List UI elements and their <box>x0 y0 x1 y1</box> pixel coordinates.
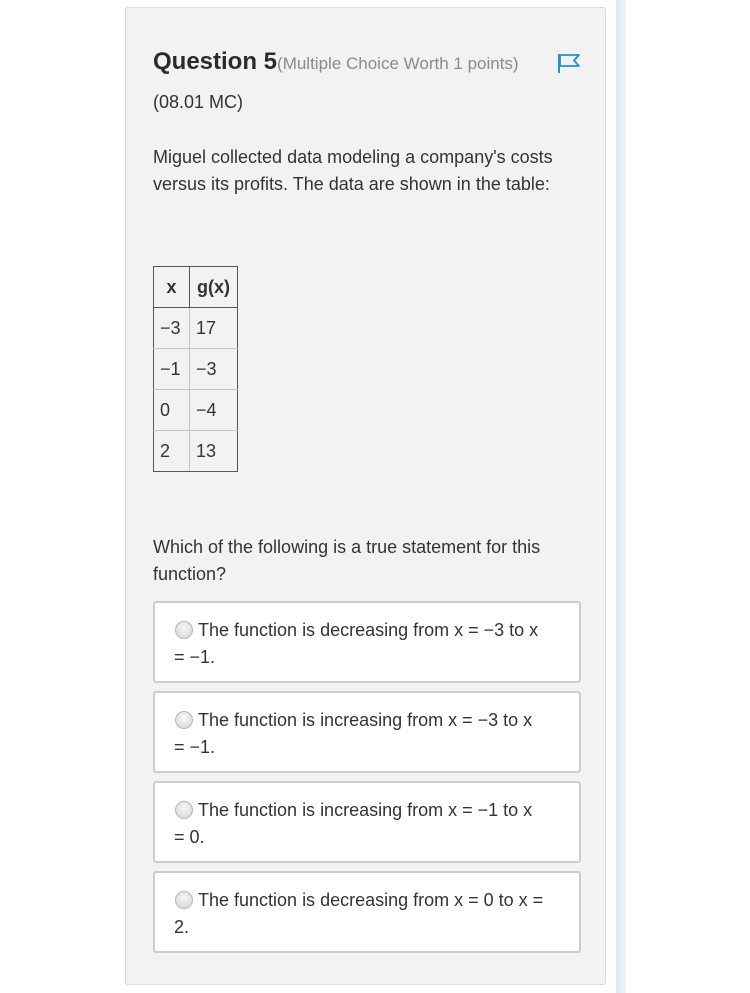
question-card <box>125 7 606 985</box>
question-header <box>153 48 519 76</box>
answer-option-4[interactable] <box>153 871 581 953</box>
answer-option-3[interactable] <box>153 781 581 863</box>
answer-option-1[interactable] <box>153 601 581 683</box>
question-subprompt: Which of the following is a true statement for this function? <box>153 537 541 584</box>
table-cell-gx: 17 <box>190 308 238 349</box>
scrollbar-track <box>616 0 626 993</box>
data-table <box>153 266 238 472</box>
answer-option-text: The function is decreasing from x = 0 to x = 2. <box>174 890 544 937</box>
answer-option-text: The function is increasing from x = −1 to x = 0. <box>174 800 533 847</box>
table-row <box>154 308 238 349</box>
table-row <box>154 349 238 390</box>
table-row <box>154 390 238 431</box>
answer-options <box>153 601 581 961</box>
answer-option-2[interactable] <box>153 691 581 773</box>
question-code: (08.01 MC) <box>153 92 244 112</box>
table-header-row <box>154 267 238 308</box>
table-cell-gx: −4 <box>190 390 238 431</box>
answer-option-text: The function is decreasing from x = −3 to x = −1. <box>174 620 539 667</box>
answer-option-text: The function is increasing from x = −3 to x = −1. <box>174 710 533 757</box>
table-row <box>154 431 238 472</box>
table-cell-x: 2 <box>154 431 190 472</box>
flag-icon[interactable] <box>557 53 581 73</box>
table-cell-x: −3 <box>154 308 190 349</box>
table-header-x: x <box>154 267 190 308</box>
table-cell-gx: −3 <box>190 349 238 390</box>
question-worth: (Multiple Choice Worth 1 points) <box>277 54 519 73</box>
table-header-gx: g(x) <box>190 267 238 308</box>
table-cell-x: 0 <box>154 390 190 431</box>
table-cell-gx: 13 <box>190 431 238 472</box>
question-prompt: Miguel collected data modeling a company's costs versus its profits. The data are shown in the table: <box>153 147 553 194</box>
table-cell-x: −1 <box>154 349 190 390</box>
question-title: Question 5 <box>153 48 278 75</box>
